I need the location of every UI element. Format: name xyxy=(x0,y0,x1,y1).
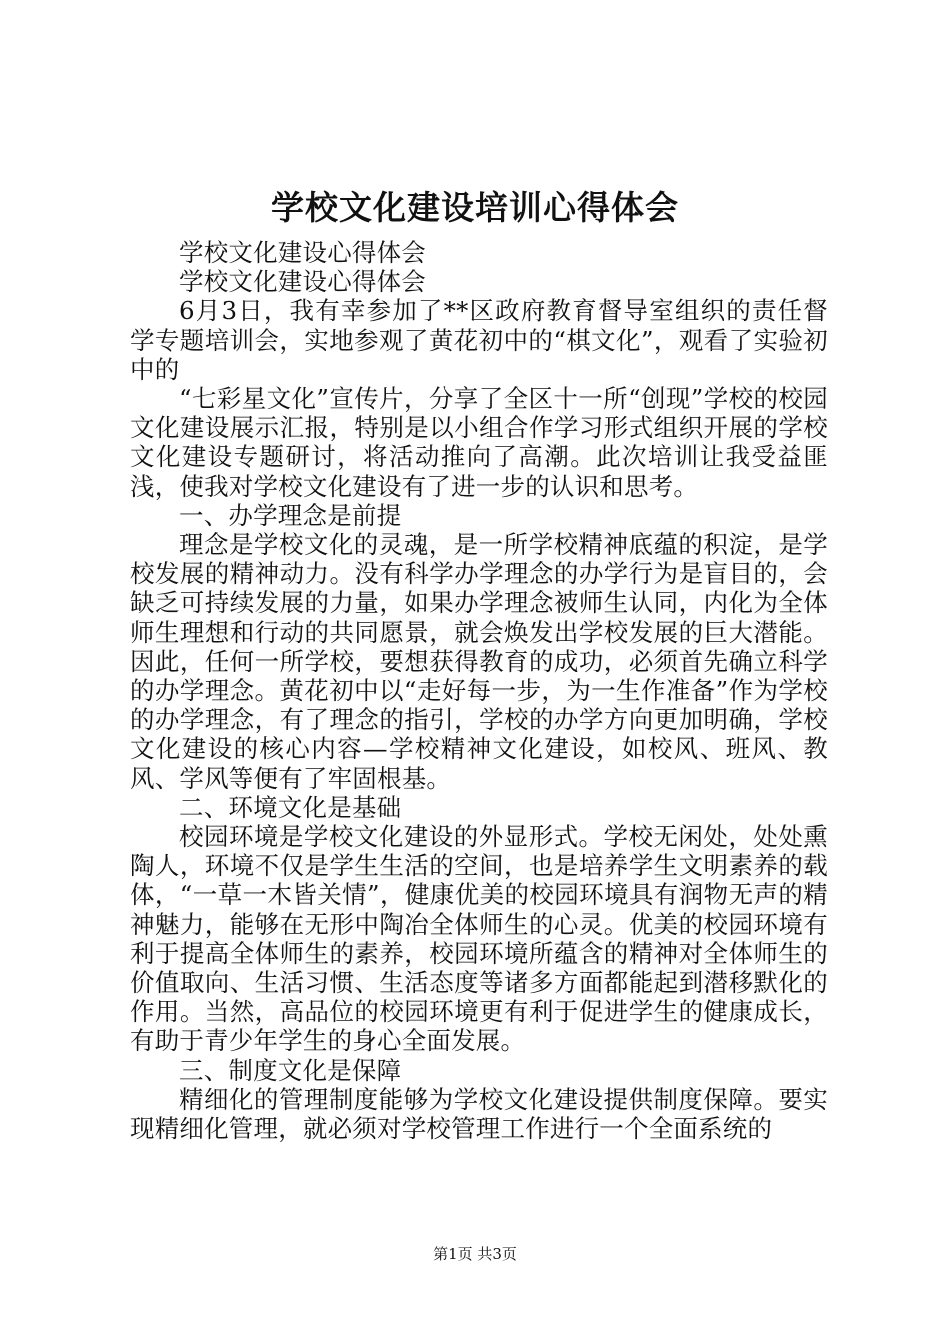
body-paragraph: 校园环境是学校文化建设的外显形式。学校无闲处，处处熏陶人，环境不仅是学生生活的空间，也是培养学生文明素养的载体，“一草一木皆关情”，健康优美的校园环境具有润物无声的精神魅力，能够在无形中陶冶全体师生的心灵。优美的校园环境有利于提高全体师生的素养，校园环境所蕴含的精神对全体师生的价值取向、生活习惯、生活态度等诸多方面都能起到潜移默化的作用。当然，高品位的校园环境更有利于促进学生的健康成长，有助于青少年学生的身心全面发展。 xyxy=(130,822,828,1056)
section-heading: 三、制度文化是保障 xyxy=(179,1055,402,1085)
body-paragraph: “七彩星文化”宣传片，分享了全区十一所“创现”学校的校园文化建设展示汇报，特别是以小组合作学习形式组织开展的学校文化建设专题研讨，将活动推向了高潮。此次培训让我受益匪浅，使我对学校文化建设有了进一步的认识和思考。 xyxy=(130,384,828,501)
section-heading: 二、环境文化是基础 xyxy=(179,792,402,822)
body-paragraph: 6月3日，我有幸参加了**区政府教育督导室组织的责任督学专题培训会，实地参观了黄花初中的“棋文化”，观看了实验初中的 xyxy=(130,296,828,384)
document-body xyxy=(130,238,828,1143)
page-number-footer: 第1页 共3页 xyxy=(433,1245,517,1263)
section-heading: 一、办学理念是前提 xyxy=(179,500,402,530)
document-title: 学校文化建设培训心得体会 xyxy=(271,188,679,227)
subtitle-line: 学校文化建设心得体会 xyxy=(179,267,426,297)
body-paragraph: 理念是学校文化的灵魂，是一所学校精神底蕴的积淀，是学校发展的精神动力。没有科学办学理念的办学行为是盲目的，会缺乏可持续发展的力量，如果办学理念被师生认同，内化为全体师生理想和行动的共同愿景，就会焕发出学校发展的巨大潜能。因此，任何一所学校，要想获得教育的成功，必须首先确立科学的办学理念。黄花初中以“走好每一步，为一生作准备”作为学校的办学理念，有了理念的指引，学校的办学方向更加明确，学校文化建设的核心内容—学校精神文化建设，如校风、班风、教风、学风等便有了牢固根基。 xyxy=(130,530,828,793)
body-paragraph: 精细化的管理制度能够为学校文化建设提供制度保障。要实现精细化管理，就必须对学校管理工作进行一个全面系统的 xyxy=(130,1084,828,1144)
subtitle-line: 学校文化建设心得体会 xyxy=(179,238,426,267)
